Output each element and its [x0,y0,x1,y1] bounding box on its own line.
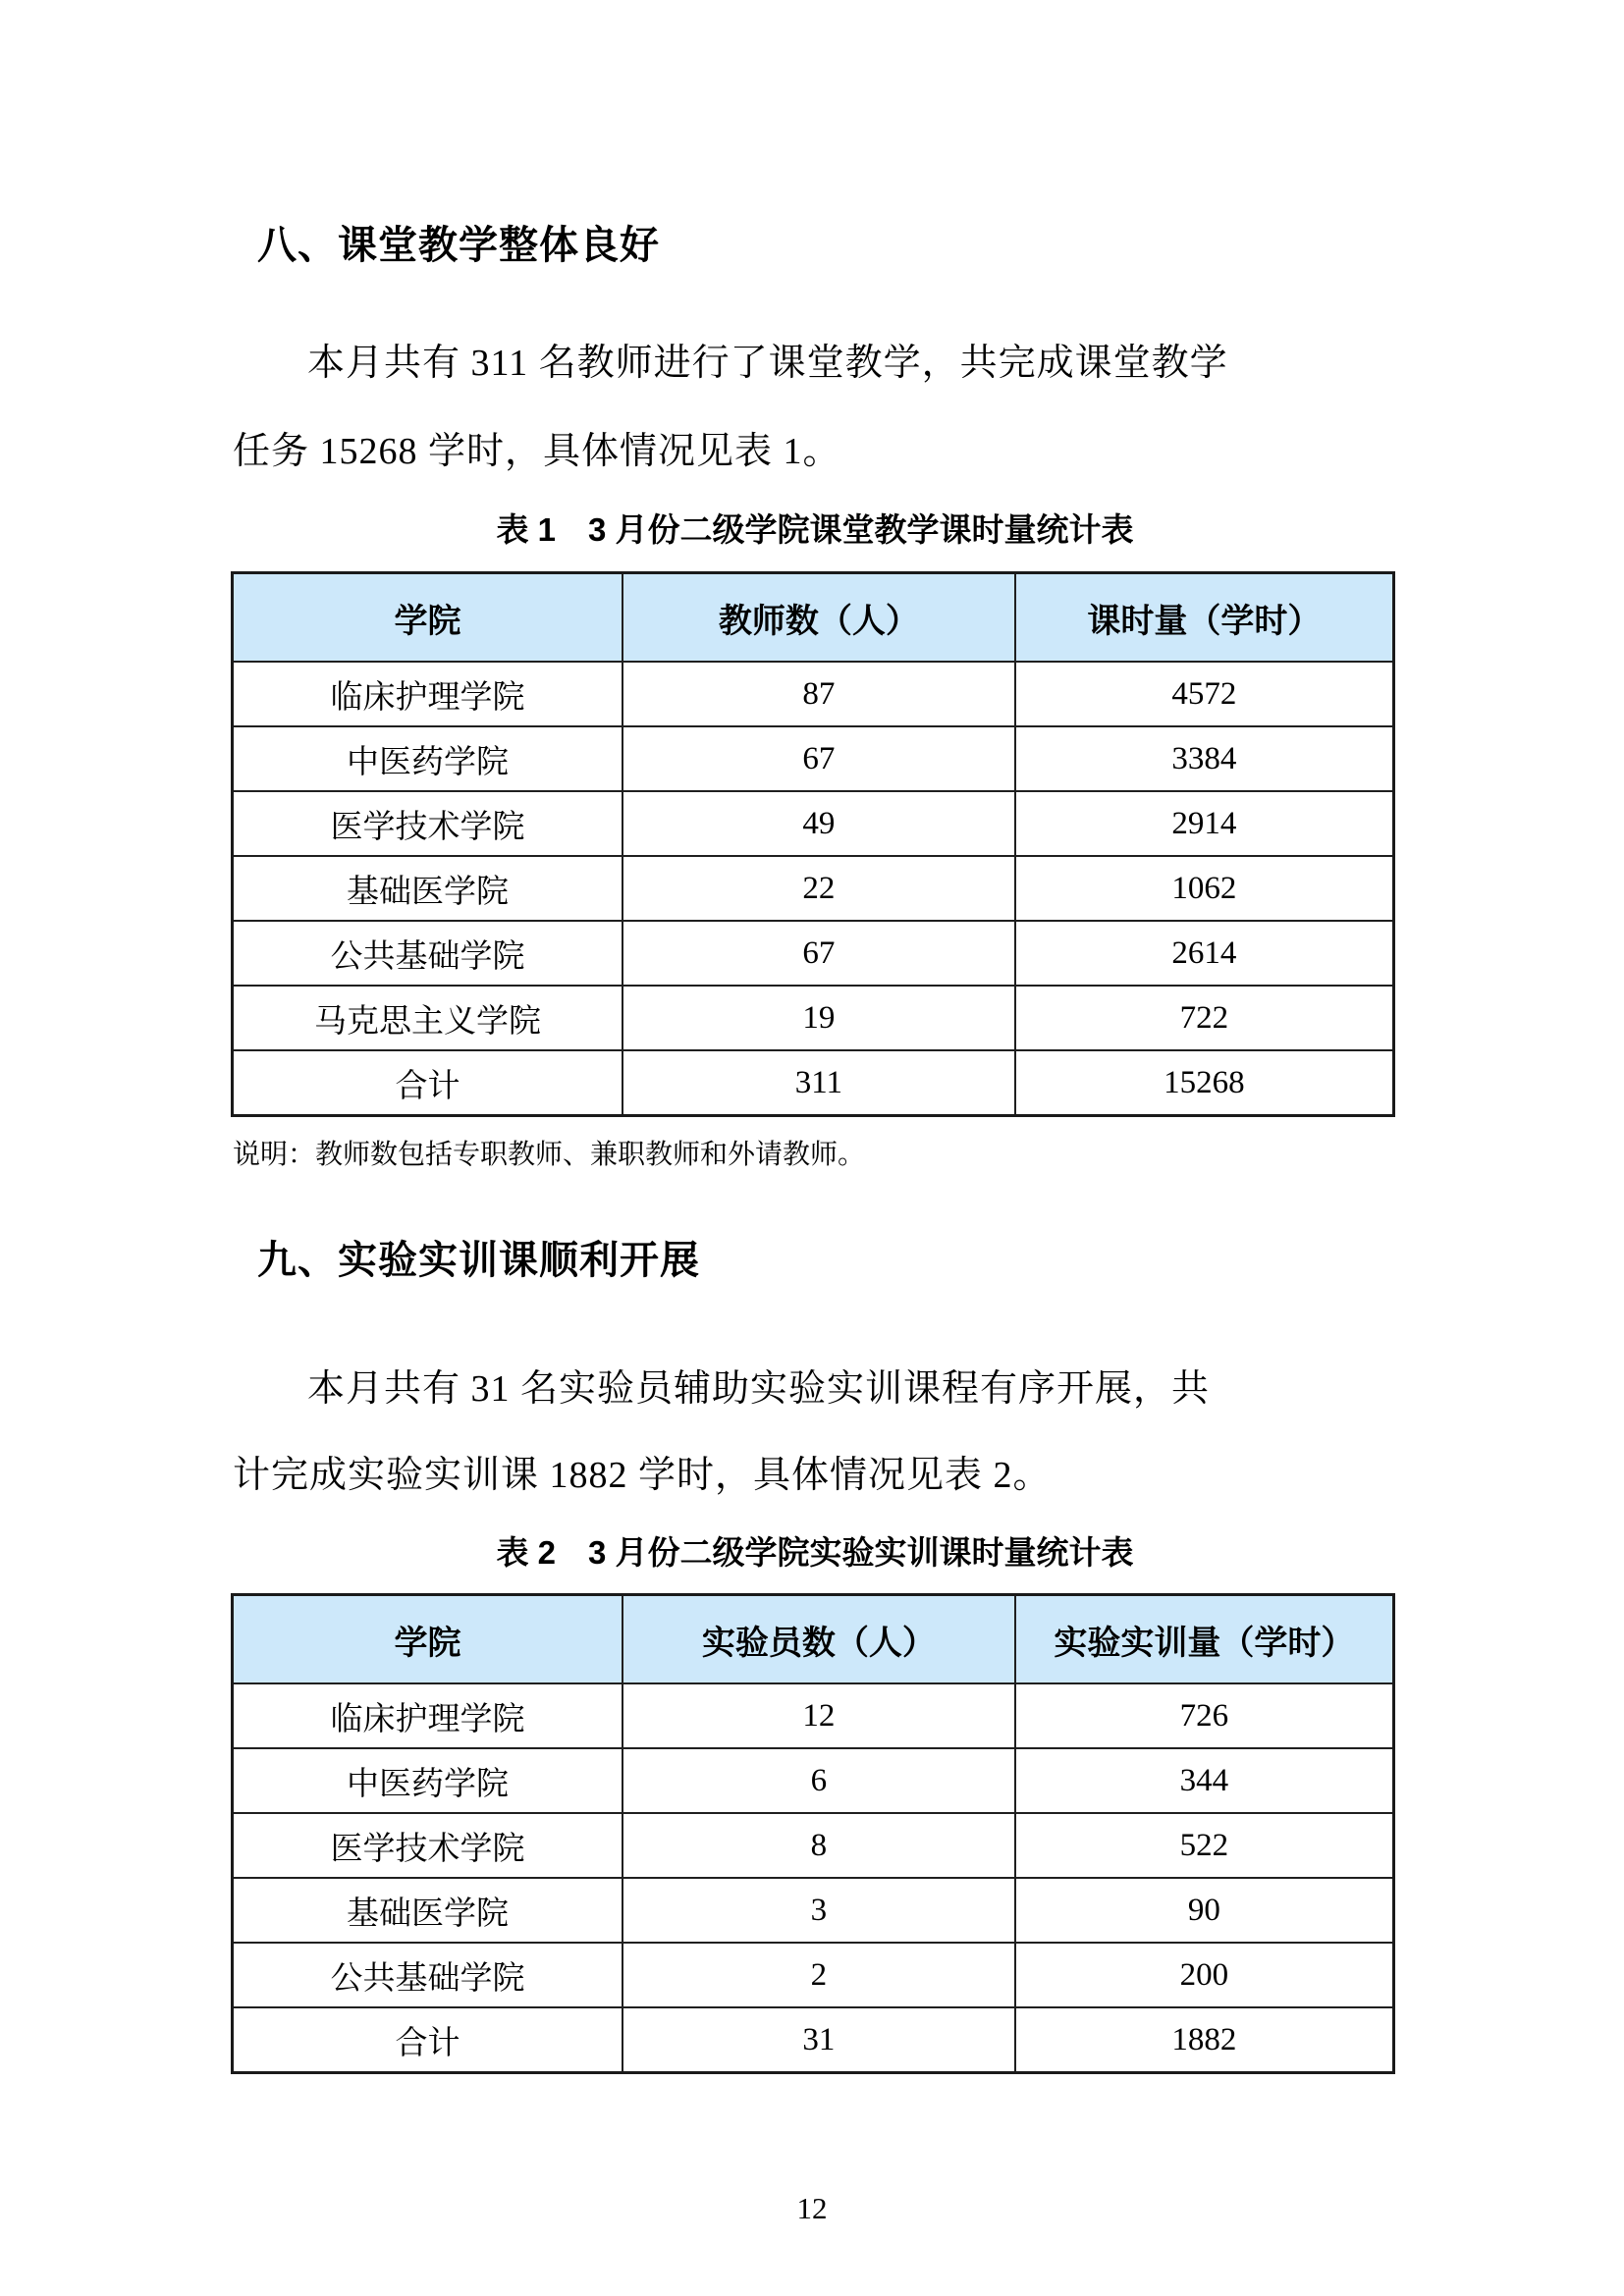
table-cell: 中医药学院 [233,726,623,791]
table-1 [231,571,1395,1117]
table-2 [231,1593,1395,2074]
table-cell: 200 [1015,1943,1394,2007]
table-row [233,791,1394,856]
table-cell: 3 [623,1878,1015,1943]
table-cell: 2614 [1015,921,1394,986]
table-row [233,1878,1394,1943]
table-cell: 临床护理学院 [233,1683,623,1748]
table-2-header-lab-staff-count: 实验员数（人） [623,1595,1015,1684]
table-cell: 522 [1015,1813,1394,1878]
table-cell: 344 [1015,1748,1394,1813]
table-cell: 15268 [1015,1050,1394,1116]
section-8-heading: 八、课堂教学整体良好 [257,224,660,267]
table-cell: 公共基础学院 [233,1943,623,2007]
table-cell: 基础医学院 [233,856,623,921]
table-row [233,856,1394,921]
table-row [233,986,1394,1050]
table-cell: 12 [623,1683,1015,1748]
table-cell: 19 [623,986,1015,1050]
table-cell: 67 [623,921,1015,986]
table-cell: 医学技术学院 [233,1813,623,1878]
table-row [233,1683,1394,1748]
table-cell: 67 [623,726,1015,791]
table-cell: 4572 [1015,662,1394,726]
table-cell: 2 [623,1943,1015,2007]
table-cell: 3384 [1015,726,1394,791]
table-row [233,921,1394,986]
table-2-header-college: 学院 [233,1595,623,1684]
table-cell: 311 [623,1050,1015,1116]
section-8-paragraph-line-1: 本月共有 311 名教师进行了课堂教学，共完成课堂教学 [307,343,1228,384]
table-1-header-row [233,573,1394,663]
table-cell: 马克思主义学院 [233,986,623,1050]
table-cell: 90 [1015,1878,1394,1943]
table-1-header-college: 学院 [233,573,623,663]
table-row [233,726,1394,791]
table-cell: 合计 [233,2007,623,2073]
table-cell: 722 [1015,986,1394,1050]
table-cell: 6 [623,1748,1015,1813]
table-cell: 8 [623,1813,1015,1878]
table-1-title: 表 1 3 月份二级学院课堂教学课时量统计表 [496,511,1134,548]
table-cell: 726 [1015,1683,1394,1748]
table-cell: 1882 [1015,2007,1394,2073]
table-cell: 1062 [1015,856,1394,921]
table-cell: 中医药学院 [233,1748,623,1813]
table-cell: 87 [623,662,1015,726]
table-cell: 49 [623,791,1015,856]
table-row [233,662,1394,726]
table-total-row [233,2007,1394,2073]
table-2-title: 表 2 3 月份二级学院实验实训课时量统计表 [496,1534,1134,1571]
table-row [233,1748,1394,1813]
table-row [233,1943,1394,2007]
table-cell: 公共基础学院 [233,921,623,986]
table-cell: 基础医学院 [233,1878,623,1943]
table-2-header-lab-hours: 实验实训量（学时） [1015,1595,1394,1684]
table-cell: 22 [623,856,1015,921]
table-1-header-teacher-count: 教师数（人） [623,573,1015,663]
table-cell: 临床护理学院 [233,662,623,726]
table-row [233,1813,1394,1878]
section-9-paragraph-line-2: 计完成实验实训课 1882 学时，具体情况见表 2。 [233,1455,1052,1496]
table-cell: 医学技术学院 [233,791,623,856]
table-1-header-hours: 课时量（学时） [1015,573,1394,663]
table-2-header-row [233,1595,1394,1684]
table-cell: 合计 [233,1050,623,1116]
section-9-paragraph-line-1: 本月共有 31 名实验员辅助实验实训课程有序开展，共 [307,1368,1211,1410]
section-9-heading: 九、实验实训课顺利开展 [257,1239,700,1282]
table-cell: 31 [623,2007,1015,2073]
section-8-paragraph-line-2: 任务 15268 学时，具体情况见表 1。 [233,431,841,472]
table-cell: 2914 [1015,791,1394,856]
page-number: 12 [796,2191,828,2225]
table-1-footnote: 说明：教师数包括专职教师、兼职教师和外请教师。 [233,1140,866,1170]
table-total-row [233,1050,1394,1116]
